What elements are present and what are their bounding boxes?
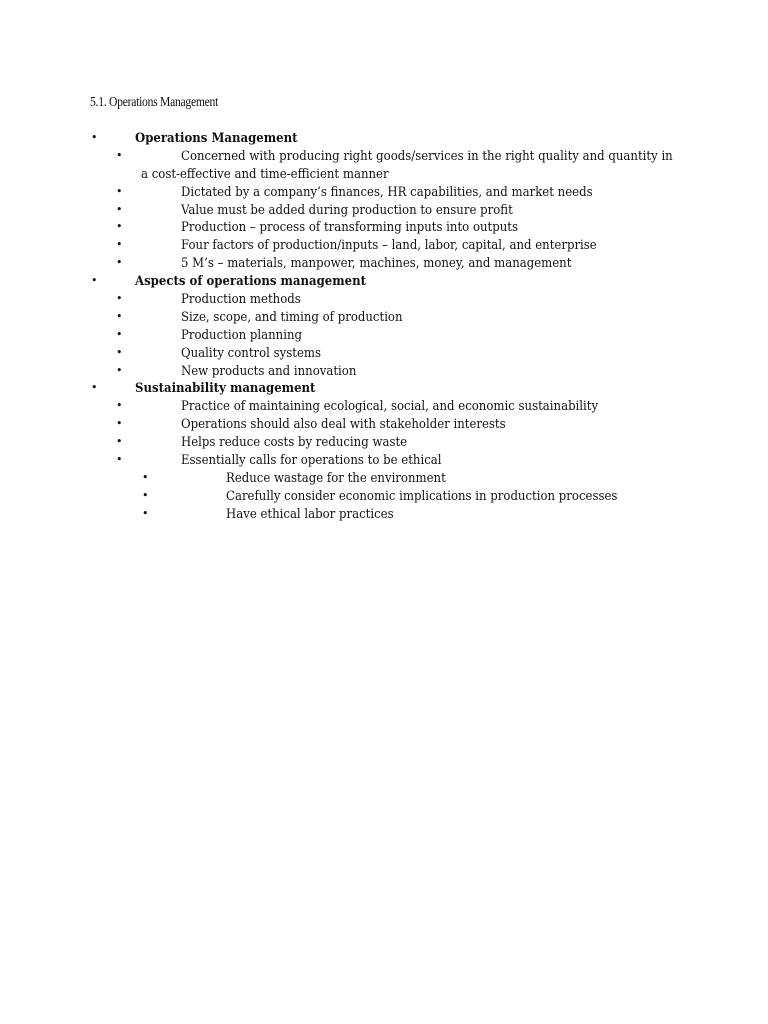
bullet-icon: • bbox=[116, 292, 123, 306]
section-title: Operations Management bbox=[135, 130, 298, 145]
bullet-icon: • bbox=[91, 131, 98, 144]
list-item-text: Four factors of production/inputs – land, labor, capital, and enterprise bbox=[181, 237, 597, 253]
sub-list-item bbox=[0, 487, 768, 505]
list-item-text: Dictated by a company’s finances, HR capabilities, and market needs bbox=[181, 183, 593, 199]
bullet-icon: • bbox=[116, 220, 123, 234]
list-item-text: Helps reduce costs by reducing waste bbox=[181, 434, 408, 450]
list-item-text: Concerned with producing right goods/services in the right quality and quantity in bbox=[181, 147, 673, 163]
bullet-icon: • bbox=[116, 327, 123, 341]
list-item bbox=[0, 218, 768, 236]
list-item-text: Production methods bbox=[181, 291, 301, 307]
list-item-text: Quality control systems bbox=[181, 344, 322, 360]
list-item bbox=[0, 254, 768, 272]
bullet-icon: • bbox=[116, 309, 123, 323]
list-item-text: Production planning bbox=[181, 326, 303, 342]
list-item-text: Essentially calls for operations to be ethical bbox=[181, 452, 442, 468]
list-item-text: Size, scope, and timing of production bbox=[181, 308, 403, 324]
bullet-icon: • bbox=[116, 238, 123, 252]
bullet-icon: • bbox=[116, 417, 123, 431]
sub-list-item-text: Have ethical labor practices bbox=[226, 505, 394, 521]
bullet-icon: • bbox=[142, 488, 149, 502]
bullet-icon: • bbox=[116, 453, 123, 467]
list-item-text: 5 M’s – materials, manpower, machines, money, and management bbox=[181, 255, 572, 271]
section-title-row bbox=[0, 129, 768, 147]
page-heading: 5.1. Operations Management bbox=[90, 94, 219, 109]
section-title-row bbox=[0, 272, 768, 290]
bullet-icon: • bbox=[142, 470, 149, 484]
bullet-icon: • bbox=[116, 363, 123, 377]
section-title-row bbox=[0, 379, 768, 397]
bullet-icon: • bbox=[142, 506, 149, 520]
bullet-icon: • bbox=[116, 184, 123, 198]
bullet-outline bbox=[0, 129, 768, 523]
sub-list-item-text: Reduce wastage for the environment bbox=[226, 469, 446, 485]
bullet-icon: • bbox=[116, 399, 123, 413]
list-item bbox=[0, 415, 768, 433]
list-item bbox=[0, 451, 768, 469]
list-item bbox=[0, 344, 768, 362]
section-title: Aspects of operations management bbox=[135, 273, 367, 289]
section-title: Sustainability management bbox=[135, 380, 316, 396]
list-item bbox=[0, 362, 768, 380]
sub-list-item bbox=[0, 469, 768, 487]
list-item bbox=[0, 236, 768, 254]
list-item bbox=[0, 397, 768, 415]
bullet-icon: • bbox=[91, 381, 98, 395]
list-item-text: Operations should also deal with stakeholder interests bbox=[181, 416, 506, 432]
list-item-text: Value must be added during production to ensure profit bbox=[181, 201, 513, 217]
list-item-continuation: a cost-effective and time-efficient manner bbox=[141, 165, 389, 181]
bullet-icon: • bbox=[116, 202, 123, 216]
list-item bbox=[0, 308, 768, 326]
list-item bbox=[0, 183, 768, 201]
list-item-text: Practice of maintaining ecological, social, and economic sustainability bbox=[181, 398, 599, 414]
bullet-icon: • bbox=[116, 256, 123, 270]
list-item bbox=[0, 201, 768, 219]
bullet-icon: • bbox=[91, 274, 98, 288]
list-item-continuation-row bbox=[0, 165, 768, 183]
sub-list-item bbox=[0, 505, 768, 523]
list-item-text: Production – process of transforming inputs into outputs bbox=[181, 219, 519, 235]
bullet-icon: • bbox=[116, 345, 123, 359]
list-item-text: New products and innovation bbox=[181, 362, 357, 378]
bullet-icon: • bbox=[116, 148, 123, 162]
list-item bbox=[0, 326, 768, 344]
list-item bbox=[0, 147, 768, 165]
list-item bbox=[0, 433, 768, 451]
bullet-icon: • bbox=[116, 435, 123, 449]
sub-list-item-text: Carefully consider economic implications in production processes bbox=[226, 487, 618, 503]
list-item bbox=[0, 290, 768, 308]
